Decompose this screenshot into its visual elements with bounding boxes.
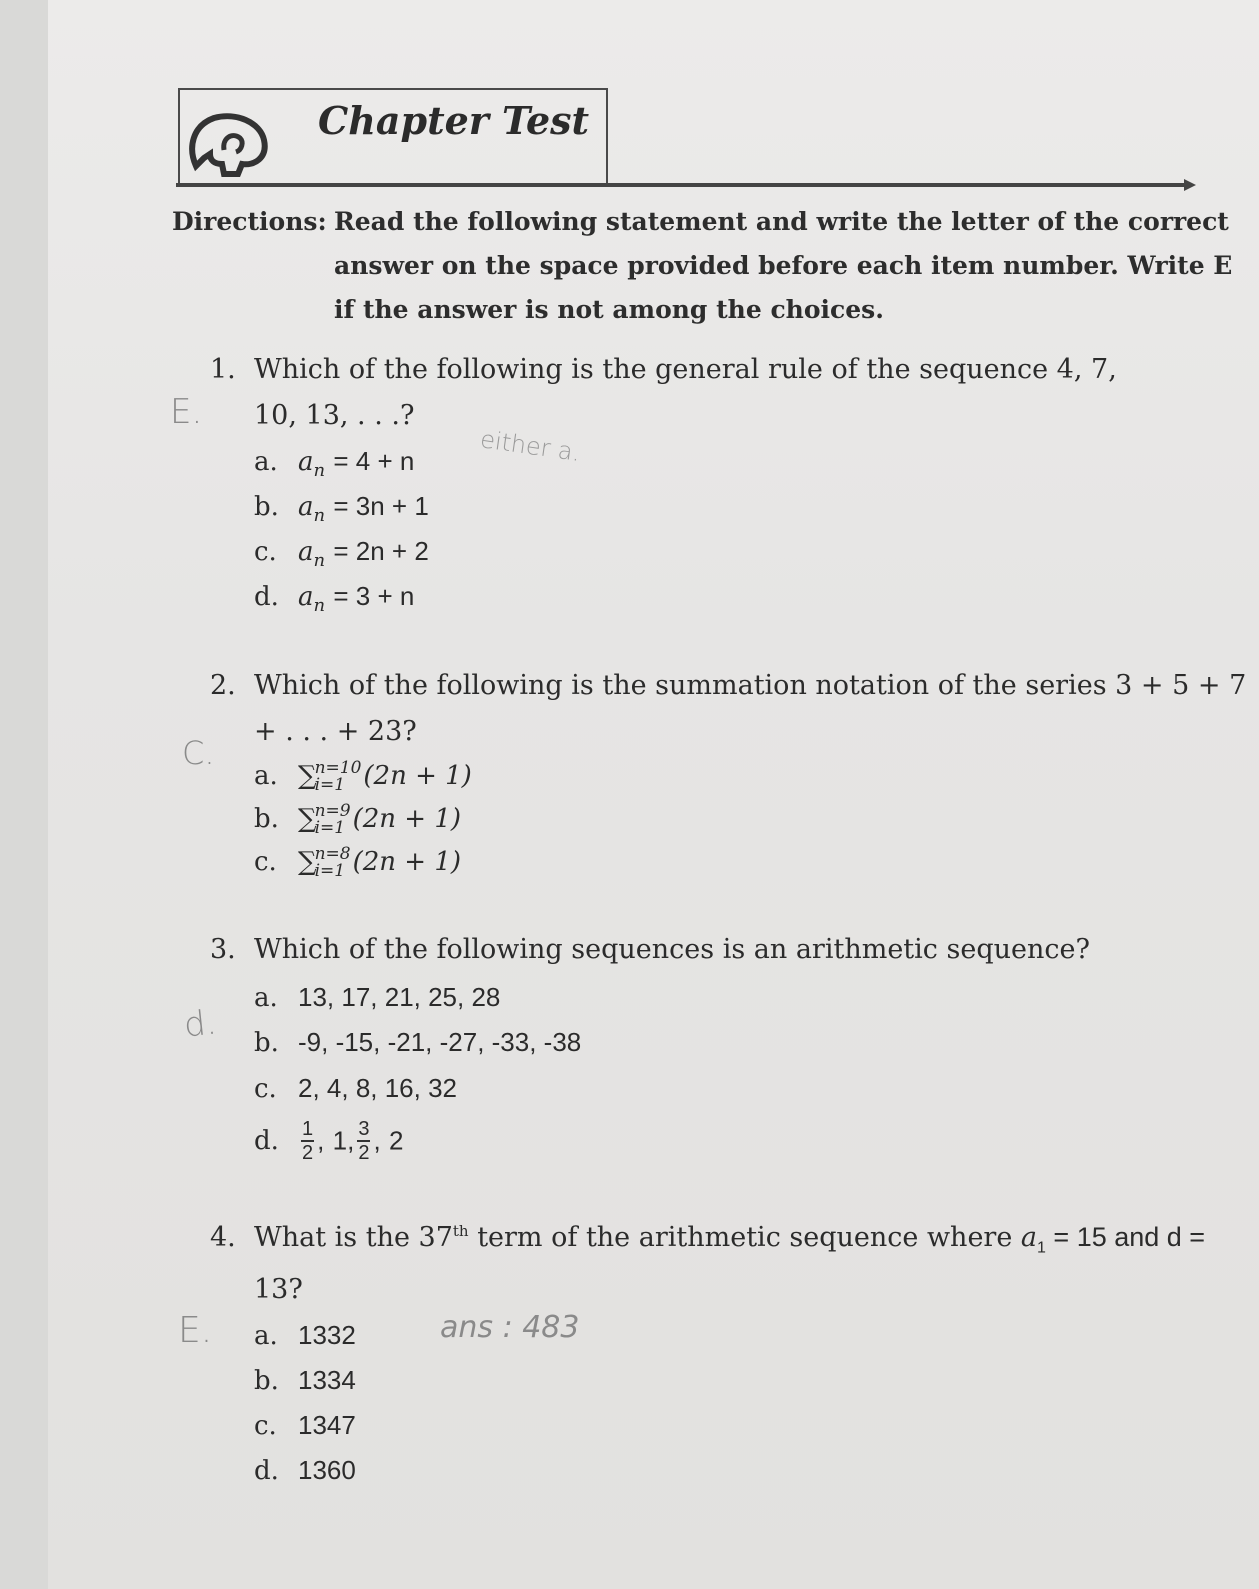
directions-line-2: answer on the space provided before each item number. Write E bbox=[334, 251, 1233, 280]
page-title: Chapter Test bbox=[318, 98, 590, 143]
choice-letter: a. bbox=[254, 1321, 278, 1351]
choice-letter: b. bbox=[254, 804, 279, 834]
question-text-mid: term of the arithmetic sequence where bbox=[468, 1222, 1021, 1253]
sigma-symbol: ∑ bbox=[298, 761, 317, 791]
choice-letter: a. bbox=[254, 983, 278, 1013]
directions-line-3: if the answer is not among the choices. bbox=[334, 295, 884, 324]
choice-sub: n bbox=[313, 595, 326, 617]
choice-4a[interactable] bbox=[254, 1320, 356, 1351]
question-text-line-2: 13? bbox=[254, 1274, 303, 1305]
choice-text: 1, bbox=[332, 1125, 355, 1156]
choice-lhs: a bbox=[298, 537, 314, 567]
question-number: 2. bbox=[210, 670, 236, 701]
choice-sub: n bbox=[313, 505, 326, 527]
choice-letter: c. bbox=[254, 847, 277, 877]
choice-4d[interactable] bbox=[254, 1455, 356, 1486]
choice-lhs: a bbox=[298, 447, 314, 477]
choice-rhs: = 3 + n bbox=[333, 581, 415, 611]
question-text-line-1: Which of the following is the summation notation of the series 3 + 5 + 7 bbox=[254, 670, 1247, 701]
sum-upper-limit: n=9 bbox=[314, 801, 351, 821]
choice-1d[interactable] bbox=[254, 581, 414, 616]
question-number: 1. bbox=[210, 354, 236, 385]
fraction-three-halves: $\frac{3}{2}$ bbox=[358, 1118, 370, 1164]
choice-3a[interactable] bbox=[254, 982, 500, 1013]
choice-4c[interactable] bbox=[254, 1410, 356, 1441]
question-text-start: What is the 37 bbox=[254, 1222, 453, 1253]
choice-1a[interactable] bbox=[254, 446, 414, 481]
question-text-line-1: Which of the following sequences is an arithmetic sequence? bbox=[254, 934, 1090, 965]
choice-text: 1332 bbox=[298, 1320, 356, 1350]
choice-text: 1347 bbox=[298, 1410, 356, 1440]
separator: , bbox=[317, 1125, 325, 1156]
separator: , bbox=[373, 1125, 381, 1156]
choice-lhs: a bbox=[298, 582, 314, 612]
choice-4b[interactable] bbox=[254, 1365, 356, 1396]
choice-rhs: = 4 + n bbox=[333, 446, 415, 476]
question-text-end: = 15 and d = bbox=[1045, 1222, 1206, 1252]
choice-1b[interactable] bbox=[254, 491, 429, 526]
sum-upper-limit: n=10 bbox=[314, 758, 362, 778]
directions-label: Directions: bbox=[172, 207, 327, 236]
a1-symbol: a bbox=[1020, 1222, 1038, 1253]
handwritten-answer-2: C. bbox=[182, 734, 215, 772]
sum-expression: (2n + 1) bbox=[352, 847, 462, 877]
choice-text: -9, -15, -21, -27, -33, -38 bbox=[298, 1027, 582, 1057]
handwritten-answer-1: E. bbox=[170, 392, 203, 432]
question-number: 3. bbox=[210, 934, 236, 965]
choice-letter: a. bbox=[254, 447, 278, 477]
choice-3b[interactable] bbox=[254, 1027, 581, 1058]
head-profile-icon bbox=[184, 108, 274, 178]
a1-subscript: 1 bbox=[1037, 1239, 1046, 1257]
choice-sub: n bbox=[313, 550, 326, 572]
choice-3c[interactable] bbox=[254, 1073, 457, 1104]
choice-2b[interactable] bbox=[254, 803, 461, 837]
handwritten-note-4: ans : 483 bbox=[440, 1310, 580, 1345]
sum-lower-limit: i=1 bbox=[314, 775, 346, 795]
choice-letter: b. bbox=[254, 1028, 279, 1058]
choice-letter: d. bbox=[254, 582, 279, 612]
question-text-line-2: 10, 13, . . .? bbox=[254, 400, 415, 431]
choice-text: 2 bbox=[388, 1125, 404, 1156]
choice-letter: c. bbox=[254, 1411, 277, 1441]
sum-lower-limit: i=1 bbox=[314, 861, 346, 881]
sum-expression: (2n + 1) bbox=[352, 804, 462, 834]
choice-letter: b. bbox=[254, 1366, 279, 1396]
header-rule-arrow bbox=[1184, 179, 1196, 191]
handwritten-answer-4: E. bbox=[178, 1310, 213, 1351]
choice-letter: a. bbox=[254, 761, 278, 791]
sigma-symbol: ∑ bbox=[298, 847, 317, 877]
handwritten-answer-3: d. bbox=[181, 1002, 219, 1046]
choice-lhs: a bbox=[298, 492, 314, 522]
ordinal-suffix: th bbox=[452, 1222, 469, 1240]
choice-2c[interactable] bbox=[254, 846, 461, 880]
sum-expression: (2n + 1) bbox=[363, 761, 472, 791]
choice-rhs: = 3n + 1 bbox=[333, 491, 429, 521]
choice-letter: d. bbox=[254, 1126, 279, 1156]
question-text-line-1: Which of the following is the general rule of the sequence 4, 7, bbox=[254, 354, 1117, 385]
fraction-one-half: $\frac{1}{2}$ bbox=[302, 1118, 314, 1164]
directions-line-1: Read the following statement and write the letter of the correct bbox=[334, 207, 1229, 236]
choice-text: 13, 17, 21, 25, 28 bbox=[298, 982, 501, 1012]
choice-letter: c. bbox=[254, 1074, 277, 1104]
handwritten-note-1: either a. bbox=[478, 425, 583, 467]
choice-1c[interactable] bbox=[254, 536, 429, 571]
choice-3d[interactable] bbox=[254, 1118, 403, 1164]
choice-letter: b. bbox=[254, 492, 279, 522]
choice-letter: d. bbox=[254, 1456, 279, 1486]
header-rule bbox=[176, 183, 1186, 187]
choice-letter: c. bbox=[254, 537, 277, 567]
choice-rhs: = 2n + 2 bbox=[333, 536, 429, 566]
choice-sub: n bbox=[313, 460, 326, 482]
sigma-symbol: ∑ bbox=[298, 804, 317, 834]
question-number: 4. bbox=[210, 1222, 236, 1253]
sum-upper-limit: n=8 bbox=[314, 844, 351, 864]
choice-text: 1360 bbox=[298, 1455, 356, 1485]
sum-lower-limit: i=1 bbox=[314, 818, 346, 838]
choice-text: 1334 bbox=[298, 1365, 356, 1395]
choice-text: 2, 4, 8, 16, 32 bbox=[298, 1073, 458, 1103]
question-text-line-2: + . . . + 23? bbox=[254, 716, 417, 747]
choice-2a[interactable] bbox=[254, 760, 472, 794]
